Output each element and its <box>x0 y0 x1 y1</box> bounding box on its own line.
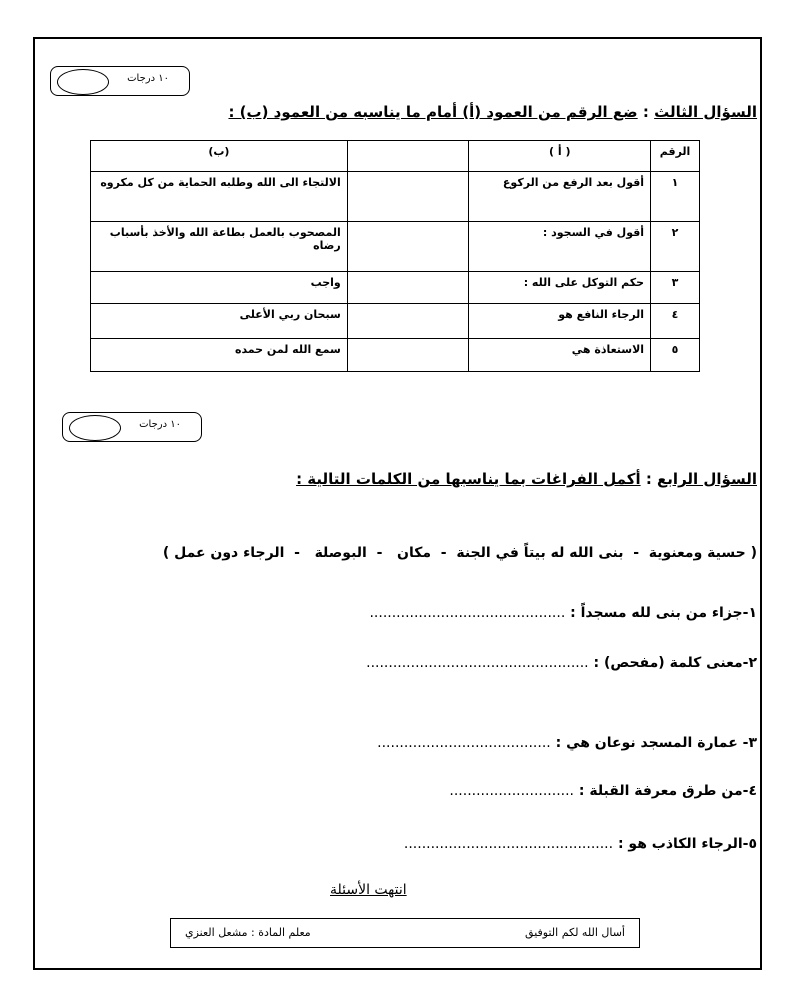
fill-item-blank[interactable]: ........................................... <box>373 605 566 621</box>
row-a: الاستعاذة هي <box>469 339 651 372</box>
fill-item <box>366 655 757 671</box>
row-a: أقول بعد الرفع من الركوع <box>469 172 651 222</box>
question-4-instruction: أكمل الفراغات بما يناسبها من الكلمات التالية : <box>296 470 641 488</box>
row-b: الالتجاء الى الله وطلبه الحماية من كل مكروه <box>91 172 348 222</box>
table-header-row <box>91 141 700 172</box>
question-4-title <box>296 470 757 488</box>
score-label: ١٠ درجات <box>127 73 169 84</box>
table-row <box>91 222 700 272</box>
row-answer-blank[interactable] <box>347 272 469 304</box>
end-of-questions: انتهت الأسئلة <box>330 882 407 898</box>
fill-item <box>449 783 757 799</box>
table-row <box>91 172 700 222</box>
fill-item-end: . <box>377 735 382 751</box>
row-num: ٤ <box>651 304 700 339</box>
fill-item-blank[interactable]: ................................................. <box>370 655 589 671</box>
fill-item <box>369 605 757 621</box>
question-4-head: السؤال الرابع <box>657 470 757 488</box>
teacher-name: معلم المادة : مشعل العنزي <box>185 926 311 939</box>
row-num: ٥ <box>651 339 700 372</box>
row-a: الرجاء النافع هو <box>469 304 651 339</box>
fill-item-blank[interactable]: .............................................. <box>408 836 614 852</box>
score-oval <box>69 415 121 441</box>
row-num: ٢ <box>651 222 700 272</box>
table-row <box>91 272 700 304</box>
question-3-title <box>228 103 757 121</box>
row-num: ١ <box>651 172 700 222</box>
row-a: أقول في السجود : <box>469 222 651 272</box>
footer-box <box>170 918 640 948</box>
good-luck-note: أسال الله لكم التوفيق <box>525 926 625 939</box>
table-row <box>91 339 700 372</box>
fill-item-end: . <box>403 836 409 852</box>
row-a: حكم التوكل على الله : <box>469 272 651 304</box>
fill-item-end: . <box>366 655 371 671</box>
score-box-q4 <box>62 412 202 442</box>
question-3-sep: : <box>637 103 655 121</box>
fill-item-label: ١-جزاء من بنى لله مسجداً : <box>570 605 757 621</box>
fill-item-end: . <box>369 605 374 621</box>
word-bank: ( حسية ومعنوية - بنى الله له بيتاً في الجنة - مكان - البوصلة - الرجاء دون عمل ) <box>162 545 757 561</box>
fill-item-label: ٥-الرجاء الكاذب هو : <box>617 836 757 852</box>
question-3-head: السؤال الثالث <box>654 103 757 121</box>
row-answer-blank[interactable] <box>347 304 469 339</box>
header-blank <box>347 141 469 172</box>
row-b: واجب <box>91 272 348 304</box>
matching-table <box>90 140 700 372</box>
row-b: سبحان ربي الأعلى <box>91 304 348 339</box>
row-b: المصحوب بالعمل بطاعة الله والأخذ بأسباب رضاه <box>91 222 348 272</box>
score-oval <box>57 69 109 95</box>
score-label: ١٠ درجات <box>139 419 181 430</box>
row-b: سمع الله لمن حمده <box>91 339 348 372</box>
row-num: ٣ <box>651 272 700 304</box>
fill-item-end: . <box>449 783 454 799</box>
header-a: ( أ ) <box>469 141 651 172</box>
fill-item-label: ٤-من طرق معرفة القبلة : <box>578 783 757 799</box>
fill-item-label: ٣- عمارة المسجد نوعان هي : <box>555 735 757 751</box>
table-row <box>91 304 700 339</box>
row-answer-blank[interactable] <box>347 172 469 222</box>
fill-item-label: ٢-معنى كلمة (مفحص) : <box>593 655 757 671</box>
row-answer-blank[interactable] <box>347 222 469 272</box>
fill-item-blank[interactable]: ........................... <box>453 783 574 799</box>
fill-item-blank[interactable]: ...................................... <box>381 735 551 751</box>
header-num: الرقم <box>651 141 700 172</box>
score-box-q3 <box>50 66 190 96</box>
question-3-instruction: ضع الرقم من العمود (أ) أمام ما يناسبه من العمود (ب) : <box>228 103 638 121</box>
row-answer-blank[interactable] <box>347 339 469 372</box>
fill-item <box>404 836 757 852</box>
question-4-sep: : <box>640 470 658 488</box>
fill-item <box>377 735 757 751</box>
header-b: (ب) <box>91 141 348 172</box>
